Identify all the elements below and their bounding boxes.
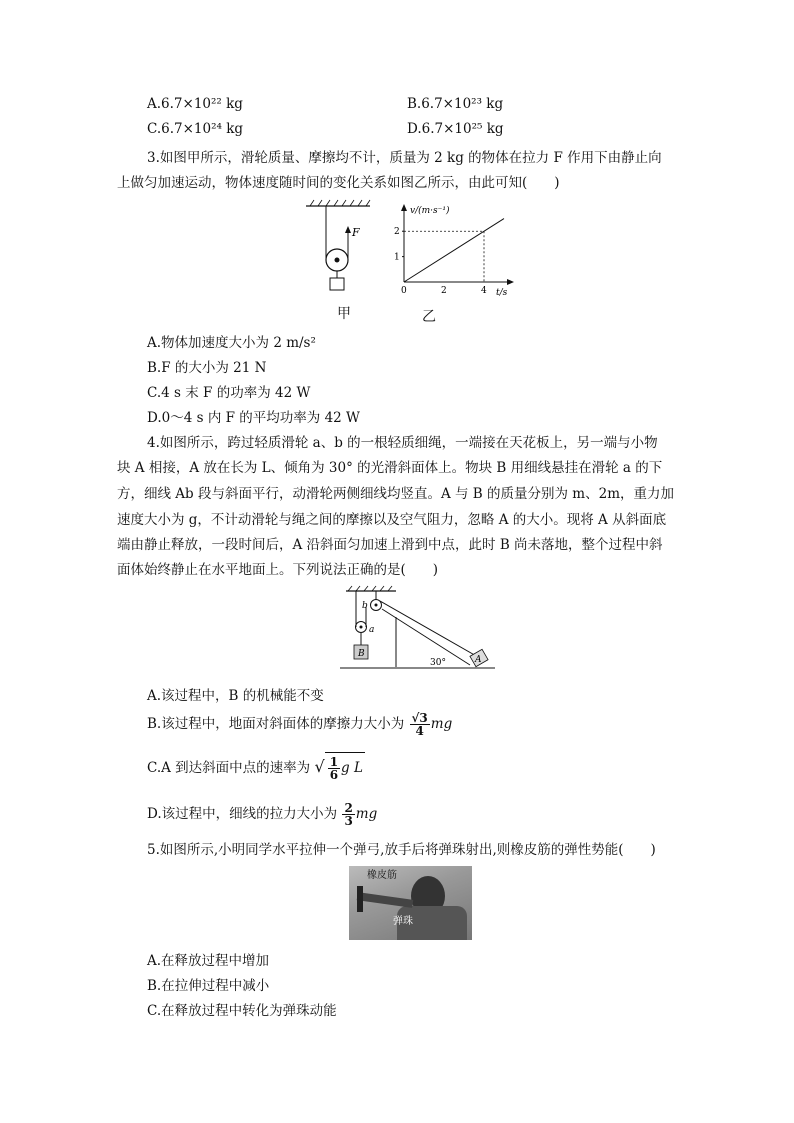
q2-option-b: B.6.7×10²³ kg bbox=[407, 96, 504, 112]
x-axis-arrow bbox=[507, 279, 514, 285]
q4-stem-line2: 块 A 相接，A 放在长为 L、倾角为 30° 的光滑斜面体上。物块 B 用细线悬挂在滑轮 a 的下 bbox=[117, 460, 663, 476]
q5-option-a: A.在释放过程中增加 bbox=[147, 953, 270, 969]
fraction-numerator: 2 bbox=[344, 801, 353, 815]
q4-stem-line1: 4.如图所示，跨过轻质滑轮 a、b 的一根轻质细绳，一端接在天花板上，另一端与小物 bbox=[147, 435, 658, 451]
fig-label-yi: 乙 bbox=[422, 309, 436, 325]
velocity-line bbox=[404, 219, 504, 282]
q4-stem-line5: 端由静止释放，一段时间后，A 沿斜面匀加速上滑到中点，此时 B 尚未落地，整个过程中斜 bbox=[117, 537, 663, 553]
q4-stem-line3: 方，细线 Ab 段与斜面平行，动滑轮两侧细线均竖直。A 与 B 的质量分别为 m、2m，重力加 bbox=[117, 486, 674, 502]
y-tick-label: 2 bbox=[394, 227, 400, 238]
q4-option-d-text: D.该过程中，细线的拉力大小为 bbox=[147, 806, 338, 822]
angle-label: 30° bbox=[430, 658, 446, 668]
q4-option-a: A.该过程中，B 的机械能不变 bbox=[147, 688, 324, 704]
fig-label-jia: 甲 bbox=[337, 306, 351, 322]
y-tick-label: 1 bbox=[394, 252, 400, 263]
q4-option-c: C.A 到达斜面中点的速率为 √ $\frac{1}{6}$ g L bbox=[147, 752, 365, 783]
x-tick-label: 0 bbox=[401, 286, 407, 296]
x-tick-label: 4 bbox=[481, 286, 487, 296]
force-label: F bbox=[352, 226, 360, 239]
q4-option-d bbox=[147, 800, 377, 828]
photo-label-ball: 弹珠 bbox=[393, 916, 413, 927]
x-axis-label: t/s bbox=[496, 288, 508, 298]
incline-figure bbox=[320, 585, 500, 675]
q4-option-b-text: B.该过程中，地面对斜面体的摩擦力大小为 bbox=[147, 716, 405, 732]
q4-option-d-tail: mg bbox=[355, 806, 378, 822]
q4-stem-line6: 面体始终静止在水平地面上。下列说法正确的是( ) bbox=[117, 562, 439, 578]
q4-option-d-fraction bbox=[342, 802, 354, 827]
q2-option-c: C.6.7×10²⁴ kg bbox=[147, 121, 244, 137]
q3-stem-line2: 上做匀加速运动，物体速度随时间的变化关系如图乙所示，由此可知( ) bbox=[117, 175, 560, 191]
q4-option-b-fraction bbox=[410, 712, 430, 737]
q5-option-b: B.在拉伸过程中减小 bbox=[147, 978, 270, 994]
y-axis-arrow bbox=[401, 204, 407, 211]
q5-option-c: C.在释放过程中转化为弹珠动能 bbox=[147, 1003, 337, 1019]
q4-option-b-tail: mg bbox=[430, 716, 453, 732]
q2-option-d: D.6.7×10²⁵ kg bbox=[407, 121, 504, 137]
q2-option-a: A.6.7×10²² kg bbox=[147, 96, 243, 112]
q3-stem-line1: 3.如图甲所示，滑轮质量、摩擦均不计，质量为 2 kg 的物体在拉力 F 作用下由静止向 bbox=[147, 150, 662, 166]
vt-chart bbox=[390, 200, 520, 300]
fraction-denominator: 3 bbox=[344, 814, 353, 828]
pulley-b-label: b bbox=[362, 601, 368, 611]
fraction-denominator: 6 bbox=[329, 768, 339, 782]
q3-option-c: C.4 s 末 F 的功率为 42 W bbox=[147, 385, 311, 401]
fraction-numerator: √3 bbox=[411, 711, 428, 725]
slingshot-photo bbox=[349, 866, 472, 940]
block-a-label: A bbox=[475, 655, 482, 665]
block-b-label: B bbox=[358, 649, 365, 659]
q4-option-c-tail: g L bbox=[341, 760, 363, 776]
fraction-denominator: 4 bbox=[415, 724, 424, 738]
q3-option-a: A.物体加速度大小为 2 m/s² bbox=[147, 335, 316, 351]
q3-option-d: D.0～4 s 内 F 的平均功率为 42 W bbox=[147, 410, 360, 426]
q5-stem: 5.如图所示,小明同学水平拉伸一个弹弓,放手后将弹珠射出,则橡皮筋的弹性势能( ) bbox=[147, 842, 656, 858]
pulley-a-label: a bbox=[369, 625, 375, 635]
q3-option-b: B.F 的大小为 21 N bbox=[147, 360, 267, 376]
q4-option-b bbox=[147, 710, 452, 738]
q4-stem-line4: 速度大小为 g，不计动滑轮与绳之间的摩擦以及空气阻力，忽略 A 的大小。现将 A 从斜面底 bbox=[117, 512, 667, 528]
x-tick-label: 2 bbox=[441, 286, 447, 296]
y-axis-label: v/(m·s⁻¹) bbox=[410, 206, 450, 216]
fraction-numerator: 1 bbox=[329, 755, 339, 769]
q4-option-c-text: C.A 到达斜面中点的速率为 bbox=[147, 760, 311, 776]
pulley-figure-jia bbox=[300, 198, 380, 298]
photo-label-band: 橡皮筋 bbox=[367, 870, 397, 881]
q4-option-c-fraction bbox=[328, 756, 340, 781]
